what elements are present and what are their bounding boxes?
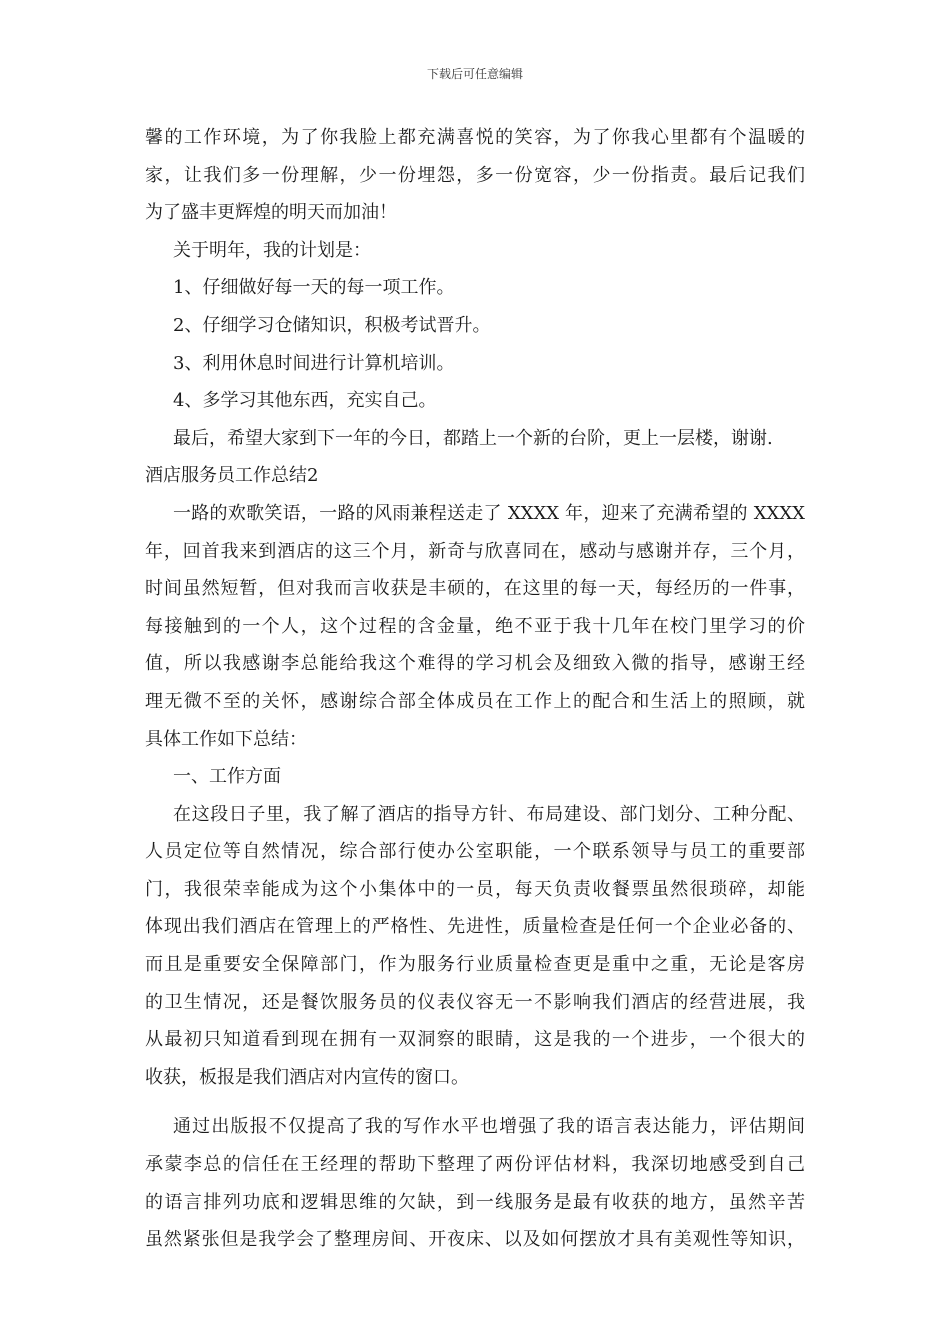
text-line: 年，回首我来到酒店的这三个月，新奇与欣喜同在，感动与感谢并存，三个月， (145, 540, 805, 562)
text-line: 酒店服务员工作总结2 (145, 465, 319, 487)
text-line: 门，我很荣幸能成为这个小集体中的一员，每天负责收餐票虽然很琐碎，却能 (145, 878, 805, 900)
paragraph-gap (145, 1096, 805, 1108)
text-line: 时间虽然短暂，但对我而言收获是丰硕的，在这里的每一天，每经历的一件事， (145, 578, 805, 600)
text-line: 值，所以我感谢李总能给我这个难得的学习机会及细致入微的指导，感谢王经 (145, 653, 805, 675)
text-line: 的语言排列功底和逻辑思维的欠缺，到一线服务是最有收获的地方，虽然辛苦 (145, 1191, 805, 1213)
text-line: 虽然紧张但是我学会了整理房间、开夜床、以及如何摆放才具有美观性等知识， (145, 1229, 805, 1251)
text-line: 而且是重要安全保障部门，作为服务行业质量检查更是重中之重，无论是客房 (145, 954, 805, 976)
text-line: 每接触到的一个人，这个过程的含金量，绝不亚于我十几年在校门里学习的价 (145, 615, 805, 637)
text-line: 体现出我们酒店在管理上的严格性、先进性，质量检查是任何一个企业必备的、 (145, 916, 805, 938)
text-line: 3、利用休息时间进行计算机培训。 (173, 352, 455, 374)
text-line: 为了盛丰更辉煌的明天而加油！ (145, 202, 397, 224)
text-line: 1、仔细做好每一天的每一项工作。 (173, 277, 455, 299)
text-line: 关于明年，我的计划是： (173, 239, 371, 261)
text-line: 一、工作方面 (173, 766, 281, 788)
page-header: 下载后可任意编辑 (426, 67, 523, 81)
text-line: 通过出版报不仅提高了我的写作水平也增强了我的语言表达能力，评估期间 (173, 1116, 805, 1138)
text-line: 4、多学习其他东西，充实自己。 (173, 390, 437, 412)
text-line: 的卫生情况，还是餐饮服务员的仪表仪容无一不影响我们酒店的经营进展，我 (145, 991, 805, 1013)
text-line: 具体工作如下总结： (145, 728, 307, 750)
text-line: 人员定位等自然情况，综合部行使办公室职能，一个联系领导与员工的重要部 (145, 841, 805, 863)
text-line: 2、仔细学习仓储知识，积极考试晋升。 (173, 314, 491, 336)
document-body (145, 119, 805, 1259)
text-line: 家，让我们多一份理解，少一份埋怨，多一份宽容，少一份指责。最后记我们 (145, 164, 805, 186)
text-line: 从最初只知道看到现在拥有一双洞察的眼睛，这是我的一个进步，一个很大的 (145, 1029, 805, 1051)
text-line: 馨的工作环境，为了你我脸上都充满喜悦的笑容，为了你我心里都有个温暖的 (145, 127, 805, 148)
text-line: 理无微不至的关怀，感谢综合部全体成员在工作上的配合和生活上的照顾，就 (145, 690, 805, 712)
text-line: 收获，板报是我们酒店对内宣传的窗口。 (145, 1066, 469, 1088)
text-line: 最后，希望大家到下一年的今日，都踏上一个新的台阶，更上一层楼，谢谢. (173, 427, 773, 449)
text-line: 承蒙李总的信任在王经理的帮助下整理了两份评估材料，我深切地感受到自己 (145, 1154, 805, 1176)
text-line: 一路的欢歌笑语，一路的风雨兼程送走了 XXXX 年，迎来了充满希望的 XXXX (173, 502, 805, 524)
text-line: 在这段日子里，我了解了酒店的指导方针、布局建设、部门划分、工种分配、 (173, 803, 805, 825)
